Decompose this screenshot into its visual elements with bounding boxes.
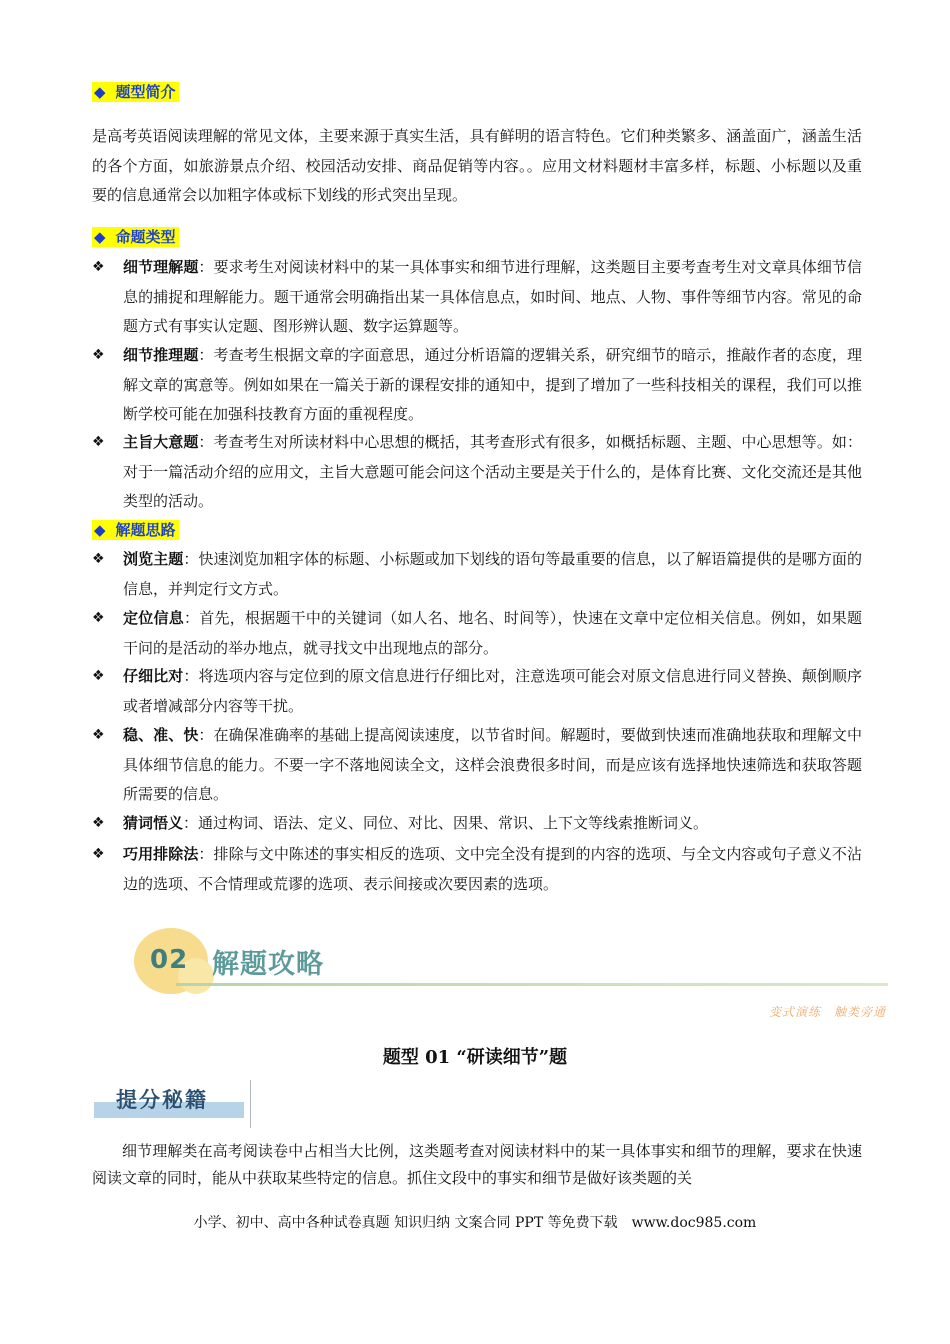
question-type-title: 题型 01 “研读细节”题 bbox=[382, 1047, 568, 1068]
item-separator: ： bbox=[198, 845, 214, 863]
item-separator: ： bbox=[198, 433, 214, 451]
clover-bullet-icon: ❖ bbox=[92, 846, 105, 862]
section-heading-intro bbox=[92, 82, 179, 102]
banner-divider bbox=[176, 983, 888, 986]
item-term: 巧用排除法 bbox=[123, 845, 199, 863]
item-separator: ： bbox=[183, 609, 200, 627]
item-term: 浏览主题 bbox=[123, 550, 184, 568]
list-item bbox=[92, 721, 862, 810]
list-item bbox=[92, 545, 862, 604]
diamond-bullet-icon: ◆ bbox=[94, 228, 106, 246]
tip-divider bbox=[250, 1080, 251, 1128]
banner-subtitle: 变式演练 触类旁通 bbox=[768, 1005, 886, 1019]
clover-bullet-icon: ❖ bbox=[92, 347, 105, 363]
diamond-bullet-icon: ◆ bbox=[94, 83, 106, 101]
tip-label-box bbox=[94, 1080, 254, 1128]
clover-bullet-icon: ❖ bbox=[92, 727, 105, 743]
clover-bullet-icon: ❖ bbox=[92, 610, 105, 626]
item-text: 通过构词、语法、定义、同位、对比、因果、常识、上下文等线索推断词义。 bbox=[198, 814, 709, 832]
list-item bbox=[92, 840, 862, 899]
list-item bbox=[92, 341, 862, 430]
item-separator: ： bbox=[198, 346, 214, 364]
item-term: 稳、准、快 bbox=[123, 726, 199, 744]
list-item bbox=[92, 253, 862, 342]
clover-bullet-icon: ❖ bbox=[92, 259, 105, 275]
clover-bullet-icon: ❖ bbox=[92, 815, 105, 831]
item-separator: ： bbox=[183, 550, 199, 568]
list-item bbox=[92, 809, 862, 839]
section-heading-text: 题型简介 bbox=[115, 83, 176, 101]
item-term: 定位信息 bbox=[123, 609, 184, 627]
item-text: 考查考生根据文章的字面意思，通过分析语篇的逻辑关系，研究细节的暗示，推敲作者的态度，理解文章的寓意等。例如如果在一篇关于新的课程安排的通知中，提到了增加了一些科技相关的课程，我们可以推断学校可能在加强科技教育方面的重视程度。 bbox=[123, 346, 862, 423]
diamond-bullet-icon: ◆ bbox=[94, 521, 106, 539]
item-text: 考查考生对所读材料中心思想的概括，其考查形式有很多，如概括标题、主题、中心思想等。如：对于一篇活动介绍的应用文，主旨大意题可能会问这个活动主要是关于什么的，是体育比赛、文化交流还是其他类型的活动。 bbox=[123, 433, 862, 510]
section-heading-text: 解题思路 bbox=[115, 521, 176, 539]
tip-label: 提分秘籍 bbox=[116, 1088, 208, 1112]
clover-bullet-icon: ❖ bbox=[92, 551, 105, 567]
item-term: 猜词悟义 bbox=[123, 814, 184, 832]
item-term: 细节理解题 bbox=[123, 258, 199, 276]
section-heading-types bbox=[92, 227, 179, 247]
item-text: 要求考生对阅读材料中的某一具体事实和细节进行理解，这类题目主要考查考生对文章具体细节信息的捕捉和理解能力。题干通常会明确指出某一具体信息点，如时间、地点、人物、事件等细节内容。常见的命题方式有事实认定题、图形辨认题、数字运算题等。 bbox=[123, 258, 862, 335]
item-text: 将选项内容与定位到的原文信息进行仔细比对，注意选项可能会对原文信息进行同义替换、颠倒顺序或者增减部分内容等干扰。 bbox=[123, 667, 862, 715]
item-term: 主旨大意题 bbox=[123, 433, 199, 451]
item-text: 在确保准确率的基础上提高阅读速度，以节省时间。解题时，要做到快速而准确地获取和理解文中具体细节信息的能力。不要一字不落地阅读全文，这样会浪费很多时间，而是应该有选择地快速筛选和获取答题所需要的信息。 bbox=[123, 726, 862, 803]
banner-number: 02 bbox=[150, 945, 189, 975]
item-text: 快速浏览加粗字体的标题、小标题或加下划线的语句等最重要的信息，以了解语篇提供的是哪方面的信息，并判定行文方式。 bbox=[123, 550, 862, 598]
page-footer: 小学、初中、高中各种试卷真题 知识归纳 文案合同 PPT 等免费下载 www.doc985.com bbox=[193, 1215, 757, 1231]
clover-bullet-icon: ❖ bbox=[92, 434, 105, 450]
item-separator: ： bbox=[198, 726, 214, 744]
item-text: 排除与文中陈述的事实相反的选项、文中完全没有提到的内容的选项、与全文内容或句子意义不沾边的选项、不合情理或荒谬的选项、表示间接或次要因素的选项。 bbox=[123, 845, 862, 893]
list-item bbox=[92, 428, 862, 517]
section-heading-text: 命题类型 bbox=[115, 228, 176, 246]
item-text: 首先，根据题干中的关键词（如人名、地名、时间等），快速在文章中定位相关信息。例如，如果题干问的是活动的举办地点，就寻找文中出现地点的部分。 bbox=[123, 609, 862, 657]
section-banner bbox=[134, 928, 894, 1024]
list-item bbox=[92, 662, 862, 721]
list-item bbox=[92, 604, 862, 663]
item-separator: ： bbox=[183, 814, 199, 832]
item-term: 细节推理题 bbox=[123, 346, 199, 364]
item-separator: ： bbox=[198, 258, 214, 276]
banner-title: 解题攻略 bbox=[212, 949, 324, 980]
tip-paragraph: 细节理解类在高考阅读卷中占相当大比例，这类题考查对阅读材料中的某一具体事实和细节的理解，要求在快速阅读文章的同时，能从中获取某些特定的信息。抓住文段中的事实和细节是做好该类题的关 bbox=[92, 1142, 862, 1187]
item-separator: ： bbox=[183, 667, 199, 685]
item-term: 仔细比对 bbox=[123, 667, 184, 685]
clover-bullet-icon: ❖ bbox=[92, 668, 105, 684]
intro-paragraph: 是高考英语阅读理解的常见文体，主要来源于真实生活，具有鲜明的语言特色。它们种类繁多、涵盖面广，涵盖生活的各个方面，如旅游景点介绍、校园活动安排、商品促销等内容。。应用文材料题材丰富多样，标题、小标题以及重要的信息通常会以加粗字体或标下划线的形式突出呈现。 bbox=[92, 127, 862, 204]
section-heading-ideas bbox=[92, 520, 179, 540]
